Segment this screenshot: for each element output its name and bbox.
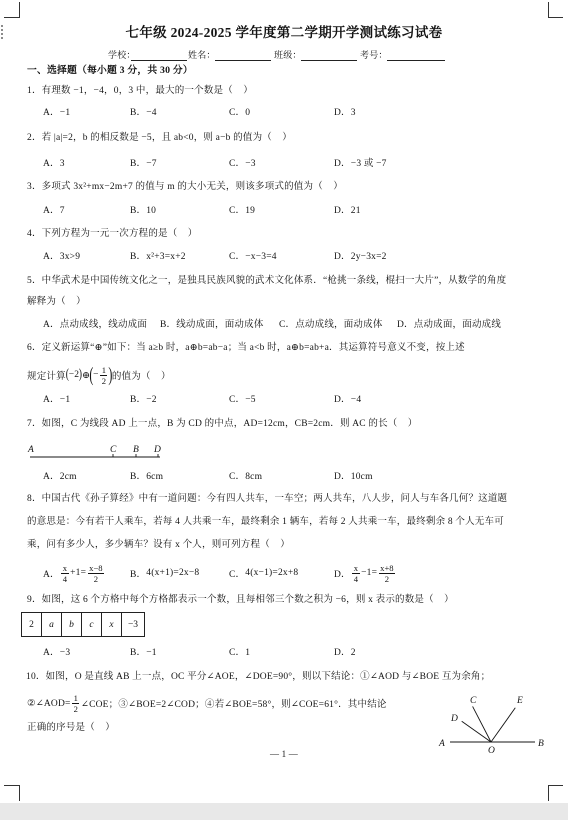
- point-label-d: D: [154, 445, 161, 455]
- numerator: x−8: [89, 562, 103, 573]
- school-blank: [131, 60, 187, 61]
- option-label: A．: [43, 570, 60, 580]
- crop-mark: [548, 17, 563, 18]
- point-label-a: A: [439, 739, 445, 749]
- option-d: D．点动成面，面动成线: [397, 320, 502, 330]
- equation-middle: +1=: [70, 568, 87, 578]
- minus-sign: −: [93, 370, 99, 380]
- expr-prefix: ②∠AOD=: [27, 698, 71, 709]
- numerator: x+8: [380, 562, 394, 573]
- option-a: A．−3: [43, 648, 71, 658]
- question-text: 1．有理数 −1，−4，0，3 中，最大的一个数是（ ）: [27, 86, 253, 96]
- option-b: [130, 560, 199, 586]
- point-label-o: O: [488, 746, 495, 756]
- crop-mark: [4, 17, 19, 18]
- question-expression-line: [27, 690, 387, 716]
- question-text: 5．中华武术是中国传统文化之一，是独具民族风貌的武术文化体系．“枪挑一条线，棍扫一大片”，从数学的角度: [27, 276, 507, 286]
- option-a: A．−1: [43, 108, 71, 118]
- crop-mark: [4, 785, 19, 786]
- numerator: x: [62, 562, 68, 573]
- crop-mark: [548, 785, 563, 786]
- option-label: C．: [229, 570, 246, 580]
- option-d: D．21: [334, 206, 361, 216]
- angle-figure: [438, 692, 553, 756]
- grid-cell: a: [42, 612, 62, 637]
- denominator: 2: [384, 573, 390, 584]
- expr-prefix: 规定计算: [27, 372, 66, 382]
- class-label: 班级：: [274, 50, 302, 60]
- option-c: C．0: [229, 108, 251, 118]
- denominator: 4: [62, 573, 68, 584]
- numerator: 1: [101, 364, 106, 375]
- question-text: 6．定义新运算“⊕”如下：当 a≥b 时，a⊕b=ab−a；当 a<b 时，a⊕b=ab+a．其运算符号意义不变，按上述: [27, 343, 465, 353]
- question-text: 4．下列方程为一元一次方程的是（ ）: [27, 229, 198, 239]
- option-a: A．7: [43, 206, 65, 216]
- option-c: [229, 560, 298, 586]
- crop-mark: [19, 2, 20, 18]
- denominator: 4: [353, 573, 359, 584]
- option-b: B．6cm: [130, 472, 164, 482]
- expr-suffix: ∠COE；③∠BOE=2∠COD；④若∠BOE=58°，则∠COE=61°．其中结论: [80, 700, 387, 710]
- question-expression-line: [27, 362, 171, 388]
- grid-cell: b: [62, 612, 82, 637]
- number-grid: [21, 612, 145, 637]
- exam-number-label: 考号：: [360, 50, 388, 60]
- crop-mark: [548, 785, 549, 801]
- denominator: 2: [73, 703, 78, 714]
- left-paren: (: [65, 367, 69, 382]
- grid-cell: 2: [22, 612, 42, 637]
- point-label-b: B: [133, 445, 139, 455]
- question-text: 9．如图，这 6 个方格中每个方格都表示一个数，且每相邻三个数之积为 −6，则 x 表示的数是（ ）: [27, 595, 454, 605]
- ray-od: [462, 721, 491, 742]
- grid-cell: x: [102, 612, 122, 637]
- ray-oc: [473, 706, 491, 742]
- question-text: 2．若 |a|=2，b 的相反数是 −5，且 ab<0，则 a−b 的值为（ ）: [27, 133, 292, 143]
- option-d: D．3: [334, 108, 356, 118]
- point-label-a: A: [28, 445, 34, 455]
- school-label: 学校：: [108, 50, 136, 60]
- numerator: x: [353, 562, 359, 573]
- option-a: A．−1: [43, 395, 71, 405]
- option-b: B．x²+3=x+2: [130, 252, 186, 262]
- option-text: 4(x+1)=2x−8: [146, 568, 200, 578]
- point-label-b: B: [538, 739, 544, 749]
- fraction: [72, 693, 79, 714]
- option-c: C．−5: [229, 395, 256, 405]
- option-c: C．8cm: [229, 472, 263, 482]
- operand: −2: [68, 370, 80, 380]
- option-label: B．: [130, 570, 147, 580]
- ray-oe: [491, 708, 515, 742]
- option-d: D．−3 或 −7: [334, 159, 387, 169]
- fraction: [100, 365, 107, 386]
- question-text: 8．中国古代《孙子算经》中有一道问题：今有四人共车，一车空；两人共车，八人步，问人与车各几何？这道题: [27, 494, 508, 504]
- crop-mark: [19, 785, 20, 801]
- option-d: [334, 560, 397, 586]
- option-a: A．2cm: [43, 472, 77, 482]
- segment-figure: [25, 440, 170, 462]
- fraction: [379, 563, 395, 584]
- question-text: 7．如图，C 为线段 AD 上一点，B 为 CD 的中点，AD=12cm，CB=2cm．则 AC 的长（ ）: [27, 419, 418, 429]
- right-paren: ): [108, 364, 113, 386]
- numerator: 1: [73, 692, 78, 703]
- option-c: C．−x−3=4: [229, 252, 277, 262]
- fraction: [61, 563, 68, 584]
- denominator: 2: [101, 375, 106, 386]
- question-text: 乘，问有多少人，多少辆车？设有 x 个人，则可列方程（ ）: [27, 540, 290, 550]
- option-a: A．3x>9: [43, 252, 81, 262]
- option-a: [43, 560, 106, 586]
- point-label-c: C: [110, 445, 117, 455]
- option-d: D．2y−3x=2: [334, 252, 387, 262]
- question-text: 3．多项式 3x²+mx−2m+7 的值与 m 的大小无关，则该多项式的值为（ ）: [27, 182, 343, 192]
- option-c: C．1: [229, 648, 251, 658]
- question-text: 的意思是：今有若干人乘车，若每 4 人共乘一车，最终剩余 1 辆车，若每 2 人共乘一车，最终剩余 8 个人无车可: [27, 517, 504, 527]
- option-c: C．−3: [229, 159, 256, 169]
- option-d: D．10cm: [334, 472, 373, 482]
- crop-mark: [548, 2, 549, 18]
- equation-middle: −1=: [361, 568, 378, 578]
- option-c: C．19: [229, 206, 256, 216]
- fraction: [352, 563, 359, 584]
- option-label: D．: [334, 570, 351, 580]
- grid-cell: c: [82, 612, 102, 637]
- option-b: B．−1: [130, 648, 157, 658]
- option-text: 4(x−1)=2x+8: [245, 568, 299, 578]
- denominator: 2: [93, 573, 99, 584]
- class-blank: [301, 60, 357, 61]
- name-label: 姓名：: [188, 50, 216, 60]
- point-label-d: D: [451, 714, 458, 724]
- expr-suffix: 的值为（ ）: [111, 372, 171, 382]
- left-paren: (: [89, 364, 94, 386]
- question-text: 正确的序号是（ ）: [27, 723, 115, 733]
- option-b: B．10: [130, 206, 157, 216]
- right-paren: ): [78, 367, 83, 382]
- option-b: B．−4: [130, 108, 157, 118]
- option-b: B．−2: [130, 395, 157, 405]
- option-a: A．3: [43, 159, 65, 169]
- name-blank: [215, 60, 271, 61]
- page-number: — 1 —: [270, 749, 298, 759]
- option-a: A．点动成线，线动成面: [43, 320, 148, 330]
- point-label-e: E: [517, 696, 523, 706]
- exam-number-blank: [387, 60, 445, 61]
- section-title: 一、选择题（每小题 3 分，共 30 分）: [27, 65, 193, 76]
- grid-cell: −3: [122, 612, 145, 637]
- option-d: D．2: [334, 648, 356, 658]
- exam-title: 七年级 2024-2025 学年度第二学期开学测试练习试卷: [125, 25, 443, 40]
- question-text: 解释为（ ）: [27, 297, 86, 307]
- operator: ⊕: [82, 370, 91, 381]
- option-b: B．线动成面，面动成体: [160, 320, 264, 330]
- point-label-c: C: [470, 696, 477, 706]
- fraction: [88, 563, 104, 584]
- question-text: 10．如图，O 是直线 AB 上一点，OC 平分∠AOE，∠DOE=90°，则以下结论：①∠AOD 与∠BOE 互为余角；: [26, 672, 491, 682]
- option-b: B．−7: [130, 159, 157, 169]
- option-d: D．−4: [334, 395, 362, 405]
- option-c: C．点动成线，面动成体: [279, 320, 383, 330]
